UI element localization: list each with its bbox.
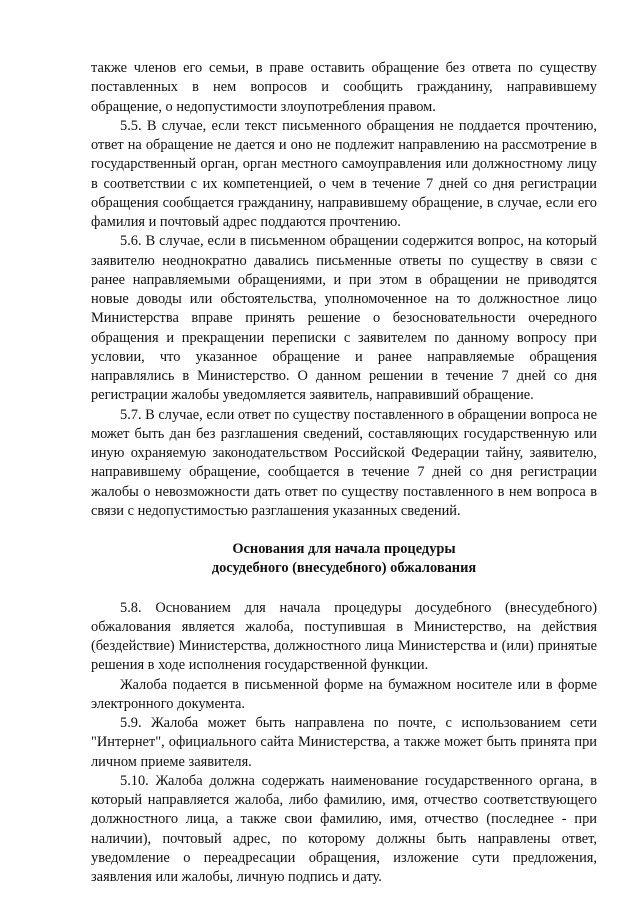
paragraph-5-6: 5.6. В случае, если в письменном обращении содержится вопрос, на который заявителю неоднократно давались письменные ответы по существу в связи с ранее направляемыми обращениями, и при этом в обращении не приводятся новые доводы или обстоятельства, уполномоченное на то должностное лицо Министерства вправе принять решение о безосновательности очередного обращения и прекращении переписки с заявителем по данному вопросу при условии, что указанное обращение и ранее направляемые обращения направлялись в Министерство. О данном решении в течение 7 дней со дня регистрации жалобы уведомляется заявитель, направивший обращение. [91, 233, 597, 404]
paragraph-5-9: 5.9. Жалоба может быть направлена по почте, с использованием сети "Интернет", официального сайта Министерства, а также может быть принята при личном приеме заявителя. [91, 715, 597, 770]
paragraph-5-8: 5.8. Основанием для начала процедуры досудебного (внесудебного) обжалования является жалоба, поступившая в Министерство, на действия (бездействие) Министерства, должностного лица Министерства и (или) принятые решения в ходе исполнения государственной функции. [91, 599, 597, 674]
section-heading-line-2: досудебного (внесудебного) обжалования [211, 560, 477, 577]
document-page [91, 59, 597, 887]
paragraph-continued: также членов его семьи, в праве оставить обращение без ответа по существу поставленных в нем вопросов и сообщить гражданину, направившему обращение, о недопустимости злоупотребления правом. [91, 60, 597, 115]
paragraph-complaint-form: Жалоба подается в письменной форме на бумажном носителе или в форме электронного документа. [91, 676, 597, 712]
paragraph-5-10: 5.10. Жалоба должна содержать наименование государственного органа, в который направляется жалоба, либо фамилию, имя, отчество соответствующего должностного лица, а также свои фамилию, имя, отчество (последнее - при наличии), почтовый адрес, по которому должны быть направлены ответ, уведомление о переадресации обращения, изложение сути предложения, заявления или жалобы, личную подпись и дату. [91, 772, 597, 885]
paragraph-5-5: 5.5. В случае, если текст письменного обращения не поддается прочтению, ответ на обращение не дается и оно не подлежит направлению на рассмотрение в государственный орган, орган местного самоуправления или должностному лицу в соответствии с их компетенцией, о чем в течение 7 дней со дня регистрации обращения сообщается гражданину, направившему обращение, в случае, если его фамилия и почтовый адрес поддаются прочтению. [91, 117, 597, 230]
section-heading-line-1: Основания для начала процедуры [232, 541, 456, 557]
paragraph-5-7: 5.7. В случае, если ответ по существу поставленного в обращении вопроса не может быть дан без разглашения сведений, составляющих государственную или иную охраняемую законодательством Российской Федерации тайну, заявителю, направившему обращение, сообщается в течение 7 дней со дня регистрации жалобы о невозможности дать ответ по существу поставленного в нем вопроса в связи с недопустимостью разглашения указанных сведений. [91, 406, 597, 519]
section-heading [91, 540, 597, 579]
